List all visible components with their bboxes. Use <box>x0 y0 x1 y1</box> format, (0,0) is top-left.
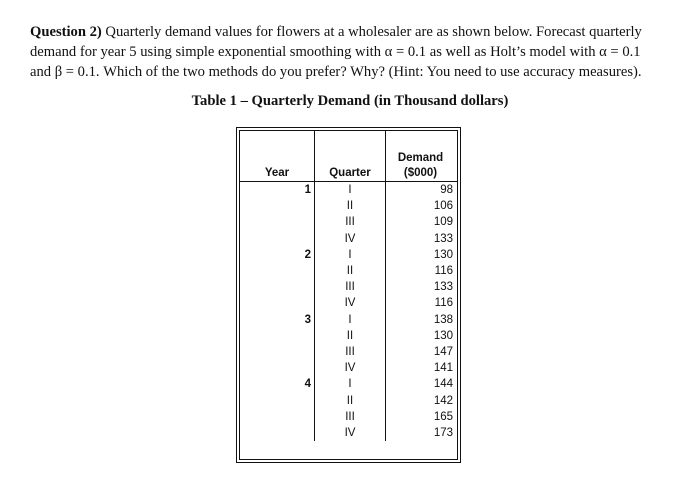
year-cell <box>240 393 315 409</box>
year-cell <box>240 409 315 425</box>
table-row <box>240 231 457 247</box>
quarter-cell: II <box>315 198 386 214</box>
year-cell <box>240 263 315 279</box>
question-text <box>30 22 676 82</box>
demand-table-frame <box>236 127 461 463</box>
year-cell <box>240 231 315 247</box>
table-row <box>240 393 457 409</box>
table-row <box>240 328 457 344</box>
table-row <box>240 214 457 230</box>
quarter-cell: II <box>315 263 386 279</box>
header-quarter: Quarter <box>315 131 386 182</box>
quarter-cell: III <box>315 409 386 425</box>
table-row <box>240 263 457 279</box>
quarter-cell: I <box>315 312 386 328</box>
table-row <box>240 247 457 263</box>
header-demand-line-2: ($000) <box>403 167 438 179</box>
year-cell <box>240 198 315 214</box>
table-row <box>240 409 457 425</box>
demand-cell: 106 <box>433 200 453 213</box>
quarter-cell: I <box>315 247 386 263</box>
demand-cell: 130 <box>433 248 453 261</box>
demand-cell: 165 <box>433 410 453 423</box>
header-demand-line-1: Demand <box>397 152 444 164</box>
table-row <box>240 198 457 214</box>
year-cell <box>240 360 315 376</box>
year-cell <box>240 214 315 230</box>
question-lead: Question 2) <box>30 24 102 40</box>
quarter-cell: III <box>315 279 386 295</box>
table-row <box>240 344 457 360</box>
quarter-cell: I <box>315 376 386 392</box>
demand-cell: 98 <box>440 184 453 196</box>
quarter-cell: II <box>315 393 386 409</box>
question-line-3: and β = 0.1. Which of the two methods do you prefer? Why? (Hint: You need to use accuracy measures). <box>30 64 642 80</box>
demand-cell: 130 <box>433 329 453 342</box>
demand-cell: 133 <box>433 232 453 245</box>
table-row <box>240 376 457 392</box>
quarter-cell: IV <box>315 295 386 311</box>
year-cell: 2 <box>240 247 315 263</box>
quarter-cell: II <box>315 328 386 344</box>
table-body <box>240 182 457 442</box>
year-cell <box>240 328 315 344</box>
demand-cell: 133 <box>433 281 453 294</box>
table-row <box>240 360 457 376</box>
question-line-1-text: Quarterly demand values for flowers at a wholesaler are as shown below. Forecast quarterly <box>101 24 642 40</box>
demand-cell: 144 <box>433 378 453 391</box>
demand-cell: 109 <box>433 216 453 229</box>
year-cell <box>240 344 315 360</box>
quarter-cell: III <box>315 214 386 230</box>
table-header-row <box>240 131 457 182</box>
table-row <box>240 182 457 199</box>
quarter-cell: IV <box>315 360 386 376</box>
question-line-2: demand for year 5 using simple exponential smoothing with α = 0.1 as well as Holt’s model with α = 0.1 <box>30 44 641 60</box>
demand-cell: 116 <box>434 265 453 278</box>
year-cell: 4 <box>240 376 315 392</box>
quarter-cell: IV <box>315 231 386 247</box>
header-year: Year <box>240 131 315 182</box>
year-cell <box>240 425 315 441</box>
demand-cell: 173 <box>433 427 453 440</box>
demand-table <box>240 131 457 441</box>
year-cell: 1 <box>240 182 315 199</box>
demand-table-inner-frame <box>239 130 458 460</box>
year-cell <box>240 279 315 295</box>
demand-cell: 147 <box>433 346 453 359</box>
table-row <box>240 312 457 328</box>
quarter-cell: IV <box>315 425 386 441</box>
demand-cell: 141 <box>433 362 453 375</box>
demand-cell: 142 <box>433 394 453 407</box>
quarter-cell: I <box>315 182 386 199</box>
table-caption: Table 1 – Quarterly Demand (in Thousand dollars) <box>191 93 509 109</box>
table-row <box>240 279 457 295</box>
table-row <box>240 295 457 311</box>
year-cell <box>240 295 315 311</box>
year-cell: 3 <box>240 312 315 328</box>
demand-cell: 116 <box>434 297 453 310</box>
question-line-1 <box>30 22 676 42</box>
demand-cell: 138 <box>433 313 453 326</box>
table-row <box>240 425 457 441</box>
header-demand <box>386 131 458 182</box>
quarter-cell: III <box>315 344 386 360</box>
